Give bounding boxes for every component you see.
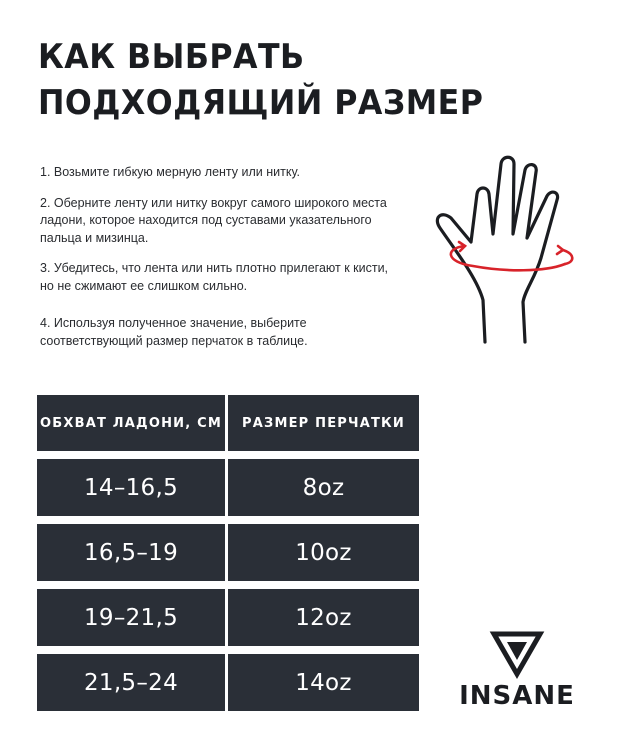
table-cell-girth: 14–16,5 bbox=[37, 459, 225, 516]
table-row bbox=[37, 654, 419, 711]
table-header bbox=[37, 395, 419, 451]
table-row bbox=[37, 589, 419, 646]
table-row bbox=[37, 459, 419, 516]
step-2: 2. Оберните ленту или нитку вокруг самого широкого места ладони, которое находится под суставами указательного пальца и мизинца. bbox=[40, 195, 387, 245]
step-1: 1. Возьмите гибкую мерную ленту или нитку. bbox=[40, 165, 300, 179]
table-cell-size: 14oz bbox=[228, 654, 419, 711]
step-4: 4. Используя полученное значение, выберите соответствующий размер перчаток в таблице. bbox=[40, 316, 308, 348]
table-cell-size: 12oz bbox=[228, 589, 419, 646]
insane-logo-icon bbox=[447, 630, 587, 680]
hand-measure-icon bbox=[425, 150, 595, 350]
table-cell-size: 10oz bbox=[228, 524, 419, 581]
instructions bbox=[40, 164, 400, 363]
header-glove-size: РАЗМЕР ПЕРЧАТКИ bbox=[228, 395, 419, 451]
logo-wordmark: INSANE bbox=[459, 681, 575, 711]
header-palm-girth: ОБХВАТ ЛАДОНИ, СМ bbox=[37, 395, 225, 451]
table-row bbox=[37, 524, 419, 581]
table-cell-size: 8oz bbox=[228, 459, 419, 516]
table-cell-girth: 16,5–19 bbox=[37, 524, 225, 581]
size-table bbox=[37, 395, 419, 719]
step-3: 3. Убедитесь, что лента или нить плотно прилегают к кисти, но не сжимают ее слишком сильно. bbox=[40, 261, 389, 293]
page-title: КАК ВЫБРАТЬ ПОДХОДЯЩИЙ РАЗМЕР bbox=[38, 37, 484, 123]
table-cell-girth: 21,5–24 bbox=[37, 654, 225, 711]
brand-logo bbox=[447, 630, 587, 720]
table-cell-girth: 19–21,5 bbox=[37, 589, 225, 646]
